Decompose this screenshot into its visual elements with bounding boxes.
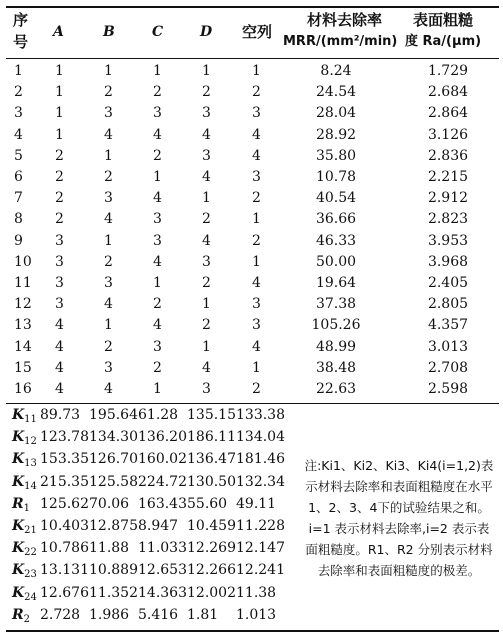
header-no-line2: 号 xyxy=(13,33,29,51)
stats-cell-a: 13.131 xyxy=(40,562,89,579)
stats-cell-b: 126.70 xyxy=(89,451,138,468)
cell-a: 1 xyxy=(55,63,64,79)
header-mrr-line1: 材料去除率 xyxy=(307,11,383,29)
cell-no: 6 xyxy=(14,169,23,185)
cell-mrr: 36.66 xyxy=(315,211,357,228)
cell-e: 2 xyxy=(252,232,261,249)
cell-d: 1 xyxy=(202,296,211,313)
stats-symbol: R xyxy=(12,606,24,623)
cell-d: 2 xyxy=(202,317,211,334)
cell-mrr: 19.64 xyxy=(315,275,357,291)
stats-cell-e: 12.147 xyxy=(236,540,285,557)
cell-no: 13 xyxy=(14,317,32,334)
cell-b: 4 xyxy=(104,381,113,397)
cell-c: 2 xyxy=(153,296,162,313)
cell-c: 2 xyxy=(153,359,162,376)
cell-mrr: 46.33 xyxy=(315,232,357,249)
cell-ra: 4.357 xyxy=(427,317,469,334)
cell-a: 4 xyxy=(55,381,64,397)
stats-cell-d: 12.266 xyxy=(187,562,236,579)
cell-c: 1 xyxy=(153,63,162,79)
cell-d: 1 xyxy=(202,338,211,355)
stats-label xyxy=(12,561,37,584)
cell-no: 11 xyxy=(14,275,32,291)
cell-a: 3 xyxy=(55,296,64,313)
header-factor-a: A xyxy=(53,24,64,40)
cell-ra: 2.864 xyxy=(427,105,469,122)
cell-mrr: 22.63 xyxy=(315,381,357,397)
stats-cell-c: 8.947 xyxy=(138,518,179,534)
cell-d: 2 xyxy=(202,84,211,101)
cell-b: 1 xyxy=(104,147,113,164)
stats-cell-e: 11.228 xyxy=(236,518,285,534)
cell-d: 1 xyxy=(202,190,211,207)
cell-ra: 2.215 xyxy=(427,169,469,185)
stats-symbol: K xyxy=(12,584,25,601)
stats-symbol: K xyxy=(12,473,25,490)
stats-cell-d: 136.47 xyxy=(187,451,236,468)
cell-c: 1 xyxy=(153,381,162,397)
cell-b: 2 xyxy=(104,253,113,270)
stats-cell-a: 153.35 xyxy=(40,451,89,468)
cell-b: 1 xyxy=(104,63,113,79)
cell-c: 2 xyxy=(153,147,162,164)
stats-label xyxy=(12,428,37,451)
cell-c: 4 xyxy=(153,317,162,334)
stats-cell-c: 224.72 xyxy=(138,473,187,490)
cell-e: 2 xyxy=(252,190,261,207)
cell-b: 1 xyxy=(104,317,113,334)
stats-cell-e: 1.013 xyxy=(236,606,277,623)
cell-d: 2 xyxy=(202,211,211,228)
cell-b: 2 xyxy=(104,84,113,101)
cell-d: 3 xyxy=(202,253,211,270)
stats-cell-d: 55.60 xyxy=(187,495,228,512)
cell-e: 1 xyxy=(252,63,261,79)
header-mrr-line2: MRR/(mm²/min) xyxy=(283,34,398,49)
cell-a: 4 xyxy=(55,359,64,376)
stats-cell-c: 5.416 xyxy=(138,606,179,623)
cell-e: 1 xyxy=(252,253,261,270)
stats-cell-d: 130.50 xyxy=(187,473,236,490)
header-no-line1: 序 xyxy=(13,11,29,29)
stats-cell-e: 133.38 xyxy=(236,407,285,423)
stats-symbol: K xyxy=(12,540,25,557)
cell-ra: 2.684 xyxy=(427,84,469,101)
stats-cell-a: 2.728 xyxy=(40,606,81,623)
stats-cell-c: 12.653 xyxy=(138,562,187,579)
cell-c: 1 xyxy=(153,169,162,185)
cell-e: 3 xyxy=(252,317,261,334)
stats-subscript: 23 xyxy=(24,569,37,581)
cell-ra: 3.013 xyxy=(427,338,469,355)
stats-subscript: 1 xyxy=(23,502,31,514)
cell-no: 5 xyxy=(14,147,23,164)
cell-mrr: 10.78 xyxy=(315,169,357,185)
stats-label xyxy=(12,539,37,562)
cell-mrr: 24.54 xyxy=(315,84,357,101)
stats-symbol: K xyxy=(12,562,25,579)
stats-label xyxy=(12,495,30,518)
cell-b: 4 xyxy=(104,211,113,228)
stats-cell-b: 195.64 xyxy=(89,407,138,423)
header-factor-d: D xyxy=(200,24,213,40)
stats-cell-b: 134.30 xyxy=(89,429,138,446)
stats-cell-d: 135.15 xyxy=(187,407,236,423)
stats-cell-e: 12.241 xyxy=(236,562,285,579)
cell-no: 9 xyxy=(14,232,23,249)
stats-cell-b: 11.88 xyxy=(89,540,130,557)
cell-c: 4 xyxy=(153,253,162,270)
cell-no: 12 xyxy=(14,296,32,313)
cell-ra: 3.953 xyxy=(427,232,469,249)
cell-no: 4 xyxy=(14,126,23,143)
cell-ra: 2.836 xyxy=(427,147,469,164)
cell-a: 2 xyxy=(55,147,64,164)
stats-label xyxy=(12,584,37,607)
cell-b: 3 xyxy=(104,275,113,291)
stats-cell-c: 11.033 xyxy=(138,540,187,557)
cell-mrr: 105.26 xyxy=(311,317,361,334)
stats-cell-a: 125.62 xyxy=(40,495,89,512)
stats-subscript: 2 xyxy=(23,613,31,625)
header-factor-b: B xyxy=(103,24,115,40)
cell-d: 3 xyxy=(202,147,211,164)
header-ra-line1: 表面粗糙 xyxy=(413,11,474,29)
cell-a: 2 xyxy=(55,211,64,228)
cell-a: 2 xyxy=(55,190,64,207)
cell-no: 10 xyxy=(14,253,32,270)
stats-cell-c: 61.28 xyxy=(138,407,179,423)
cell-ra: 2.708 xyxy=(427,359,469,376)
cell-b: 3 xyxy=(104,190,113,207)
cell-d: 4 xyxy=(202,359,211,376)
cell-ra: 2.912 xyxy=(427,190,469,207)
stats-symbol: K xyxy=(12,518,25,534)
cell-mrr: 8.24 xyxy=(320,63,352,79)
cell-no: 2 xyxy=(14,84,23,101)
cell-mrr: 50.00 xyxy=(315,253,357,270)
cell-a: 1 xyxy=(55,105,64,122)
stats-cell-b: 1.986 xyxy=(89,606,130,623)
stats-rule xyxy=(6,403,499,404)
stats-symbol: K xyxy=(12,407,25,423)
stats-cell-e: 181.46 xyxy=(236,451,285,468)
header-ra-line2: 度 Ra/(μm) xyxy=(405,34,482,49)
stats-cell-e: 132.34 xyxy=(236,473,285,490)
cell-a: 1 xyxy=(55,84,64,101)
cell-e: 3 xyxy=(252,169,261,185)
top-rule xyxy=(6,6,499,8)
cell-b: 3 xyxy=(104,359,113,376)
stats-cell-a: 123.78 xyxy=(40,429,89,446)
cell-e: 1 xyxy=(252,359,261,376)
stats-label xyxy=(12,450,37,473)
cell-c: 4 xyxy=(153,126,162,143)
cell-ra: 3.968 xyxy=(427,253,469,270)
cell-b: 2 xyxy=(104,169,113,185)
stats-cell-a: 12.676 xyxy=(40,584,89,601)
cell-ra: 2.805 xyxy=(427,296,469,313)
stats-cell-d: 186.11 xyxy=(187,429,236,446)
cell-mrr: 38.48 xyxy=(315,359,357,376)
cell-c: 3 xyxy=(153,105,162,122)
cell-mrr: 35.80 xyxy=(315,147,357,164)
cell-ra: 1.729 xyxy=(427,63,469,79)
cell-no: 14 xyxy=(14,338,32,355)
cell-b: 4 xyxy=(104,126,113,143)
cell-b: 2 xyxy=(104,338,113,355)
cell-c: 3 xyxy=(153,211,162,228)
stats-cell-a: 215.35 xyxy=(40,473,89,490)
cell-e: 4 xyxy=(252,126,261,143)
cell-b: 1 xyxy=(104,232,113,249)
table-note: 注:Ki1、Ki2、Ki3、Ki4(i=1,2)表示材料去除率和表面粗糙度在水平1、2、3、4下的试验结果之和。i=1 表示材料去除率,i=2 表示表面粗糙度。R1、R2 分别表示材料去除率和表面粗糙度的极差。 xyxy=(304,458,494,578)
cell-d: 4 xyxy=(202,169,211,185)
cell-a: 3 xyxy=(55,253,64,270)
cell-d: 4 xyxy=(202,232,211,249)
stats-cell-c: 136.20 xyxy=(138,429,187,446)
header-factor-c: C xyxy=(152,24,164,40)
stats-label xyxy=(12,517,37,540)
stats-cell-d: 12.269 xyxy=(187,540,236,557)
stats-label xyxy=(12,406,37,429)
stats-cell-d: 12.002 xyxy=(187,584,236,601)
cell-d: 3 xyxy=(202,105,211,122)
cell-mrr: 28.92 xyxy=(315,126,357,143)
cell-ra: 3.126 xyxy=(427,126,469,143)
stats-cell-e: 11.38 xyxy=(236,584,277,601)
cell-e: 2 xyxy=(252,84,261,101)
stats-cell-c: 160.02 xyxy=(138,451,187,468)
cell-e: 3 xyxy=(252,296,261,313)
stats-cell-b: 125.58 xyxy=(89,473,138,490)
stats-subscript: 22 xyxy=(24,547,37,559)
cell-ra: 2.598 xyxy=(427,381,469,397)
stats-subscript: 24 xyxy=(24,591,37,603)
stats-subscript: 11 xyxy=(24,414,37,425)
cell-c: 4 xyxy=(153,190,162,207)
stats-cell-e: 49.11 xyxy=(236,495,277,512)
cell-e: 4 xyxy=(252,338,261,355)
cell-b: 4 xyxy=(104,296,113,313)
stats-cell-c: 14.363 xyxy=(138,584,187,601)
stats-subscript: 13 xyxy=(24,458,37,470)
header-rule xyxy=(6,58,499,59)
cell-c: 3 xyxy=(153,338,162,355)
cell-a: 4 xyxy=(55,338,64,355)
cell-d: 2 xyxy=(202,275,211,291)
cell-c: 3 xyxy=(153,232,162,249)
cell-a: 3 xyxy=(55,232,64,249)
cell-no: 3 xyxy=(14,105,23,122)
cell-a: 4 xyxy=(55,317,64,334)
stats-cell-c: 163.43 xyxy=(138,495,187,512)
cell-a: 1 xyxy=(55,126,64,143)
stats-subscript: 14 xyxy=(24,480,37,492)
stats-symbol: K xyxy=(12,451,25,468)
stats-symbol: R xyxy=(12,495,24,512)
cell-d: 1 xyxy=(202,63,211,79)
stats-label xyxy=(12,473,37,496)
cell-no: 16 xyxy=(14,381,32,397)
stats-cell-d: 10.459 xyxy=(187,518,236,534)
stats-label xyxy=(12,606,30,629)
cell-a: 2 xyxy=(55,169,64,185)
stats-cell-a: 10.786 xyxy=(40,540,89,557)
cell-a: 3 xyxy=(55,275,64,291)
stats-cell-b: 11.352 xyxy=(89,584,138,601)
cell-mrr: 40.54 xyxy=(315,190,357,207)
stats-cell-a: 10.403 xyxy=(40,518,89,534)
cell-e: 4 xyxy=(252,147,261,164)
cell-no: 1 xyxy=(14,63,23,79)
stats-subscript: 21 xyxy=(24,525,37,536)
cell-ra: 2.823 xyxy=(427,211,469,228)
cell-e: 1 xyxy=(252,211,261,228)
bottom-rule xyxy=(6,630,499,632)
stats-cell-b: 10.889 xyxy=(89,562,138,579)
cell-no: 8 xyxy=(14,211,23,228)
cell-d: 4 xyxy=(202,126,211,143)
stats-symbol: K xyxy=(12,429,25,446)
stats-cell-d: 1.81 xyxy=(187,606,219,623)
cell-e: 3 xyxy=(252,105,261,122)
cell-e: 4 xyxy=(252,275,261,291)
header-blank-column: 空列 xyxy=(242,23,273,41)
cell-b: 3 xyxy=(104,105,113,122)
cell-c: 1 xyxy=(153,275,162,291)
cell-c: 2 xyxy=(153,84,162,101)
cell-mrr: 28.04 xyxy=(315,105,357,122)
cell-no: 7 xyxy=(14,190,23,207)
stats-cell-b: 12.875 xyxy=(89,518,138,534)
stats-cell-a: 89.73 xyxy=(40,407,81,423)
cell-no: 15 xyxy=(14,359,32,376)
cell-mrr: 48.99 xyxy=(315,338,357,355)
stats-cell-b: 70.06 xyxy=(89,495,130,512)
cell-mrr: 37.38 xyxy=(315,296,357,313)
cell-d: 3 xyxy=(202,381,211,397)
cell-ra: 2.405 xyxy=(427,275,469,291)
stats-cell-e: 134.04 xyxy=(236,429,285,446)
cell-e: 2 xyxy=(252,381,261,397)
stats-subscript: 12 xyxy=(24,436,37,448)
